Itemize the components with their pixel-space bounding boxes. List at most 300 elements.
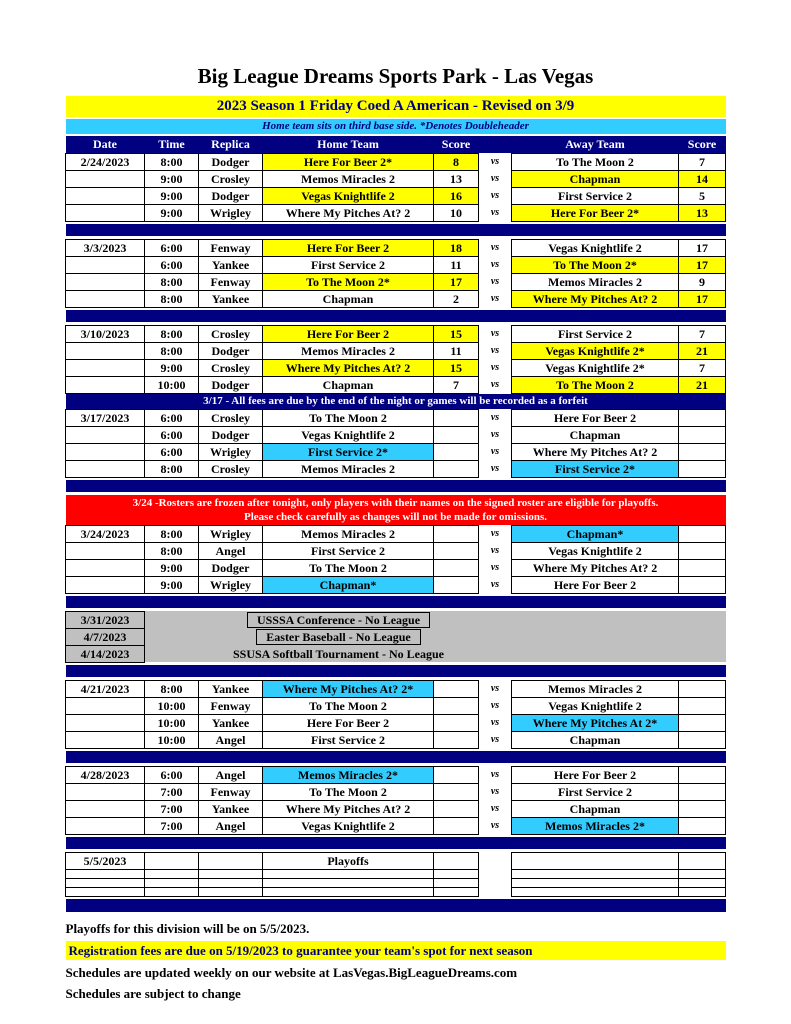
cell-empty [263,887,434,896]
cell-date: 3/10/2023 [66,325,145,342]
cell-time: 8:00 [145,680,199,697]
cell-away-score [679,460,726,477]
cell-away-score [679,409,726,426]
cell-date [66,187,145,204]
cell-home-team: First Service 2 [263,731,434,748]
cell-away-score [679,611,726,628]
cell-replica: Angel [199,817,263,834]
cell-home-score: 11 [434,256,479,273]
cell-away-team: Where My Pitches At? 2 [512,443,679,460]
cell-time: 9:00 [145,204,199,221]
header-score: Score [679,136,726,153]
cell-empty [145,869,199,878]
cell-time: 8:00 [145,542,199,559]
cell-away-team: Where My Pitches At 2* [512,714,679,731]
cell-home-team: First Service 2 [263,256,434,273]
cell-replica: Crosley [199,460,263,477]
cell-time: 9:00 [145,559,199,576]
cell-vs: vs [479,817,512,834]
cell-away-team [512,852,679,869]
cell-home-team: To The Moon 2 [263,697,434,714]
cell-home-score: 15 [434,359,479,376]
row-game [66,731,726,748]
cell-empty [263,878,434,887]
row-game [66,426,726,443]
cell-home-score [434,680,479,697]
row-sep [66,837,726,849]
cell-vs: vs [479,187,512,204]
cell-empty [679,878,726,887]
row-game [66,153,726,170]
cell-home-score [434,783,479,800]
row-no-league [66,628,726,645]
cell-away-team: Where My Pitches At? 2 [512,559,679,576]
cell-date [66,783,145,800]
cell-vs: vs [479,273,512,290]
row-game [66,800,726,817]
cell-home-team: Where My Pitches At? 2* [263,680,434,697]
cell-time: 7:00 [145,783,199,800]
cell-home-score [434,852,479,869]
cell-vs: vs [479,697,512,714]
row-game [66,342,726,359]
cell-time: 6:00 [145,443,199,460]
cell-date [66,542,145,559]
cell-home-score: 8 [434,153,479,170]
cell-time: 6:00 [145,426,199,443]
cell-away-team: Chapman [512,800,679,817]
cell-time [145,852,199,869]
cell-time: 10:00 [145,376,199,393]
cell-home-team: Here For Beer 2* [263,153,434,170]
separator-bar [66,480,726,492]
cell-date [66,376,145,393]
cell-empty [199,878,263,887]
row-game [66,325,726,342]
cell-away-score [679,731,726,748]
cell-home-team: To The Moon 2 [263,559,434,576]
cell-home-team: To The Moon 2* [263,273,434,290]
row-empty [66,878,726,887]
cell-home-score [434,525,479,542]
row-notice-navy [66,393,726,409]
cell-away-score: 5 [679,187,726,204]
cell-time: 10:00 [145,714,199,731]
cell-away-score [679,714,726,731]
separator-bar [66,596,726,608]
cell-replica: Dodger [199,153,263,170]
cell-vs: vs [479,409,512,426]
cell-time: 6:00 [145,409,199,426]
cell-away-score [679,817,726,834]
cell-replica: Wrigley [199,204,263,221]
cell-home-score: 17 [434,273,479,290]
cell-home-team: Here For Beer 2 [263,325,434,342]
cell-away-score [679,680,726,697]
row-game [66,783,726,800]
cell-vs: vs [479,204,512,221]
cell-home-score [434,731,479,748]
cell-replica: Yankee [199,290,263,307]
cell-date [66,443,145,460]
cell-away-score [679,697,726,714]
cell-home-team: Where My Pitches At? 2 [263,800,434,817]
cell-replica: Dodger [199,187,263,204]
cell-away-team: Memos Miracles 2* [512,817,679,834]
row-game [66,576,726,593]
cell-replica: Wrigley [199,525,263,542]
row-game [66,766,726,783]
notice-text: 3/17 - All fees are due by the end of the night or games will be recorded as a forfeit [66,393,726,409]
cell-home-score: 13 [434,170,479,187]
cell-empty [199,887,263,896]
cell-vs: vs [479,731,512,748]
cell-vs: vs [479,153,512,170]
cell-replica: Dodger [199,376,263,393]
cell-date [66,273,145,290]
cell-empty [679,887,726,896]
row-empty [66,869,726,878]
cell-vs [479,645,512,662]
cell-away-team: To The Moon 2 [512,376,679,393]
cell-time: 6:00 [145,239,199,256]
cell-empty [679,869,726,878]
cell-home-team: First Service 2* [263,443,434,460]
row-empty [66,887,726,896]
cell-date [66,342,145,359]
notice-line-1: 3/24 -Rosters are frozen after tonight, only players with their names on the signed roster are eligible for playoffs. [132,496,659,509]
cell-date [66,817,145,834]
schedule-table [65,136,726,912]
cell-away-score: 7 [679,153,726,170]
cell-home-team: Vegas Knightlife 2 [263,187,434,204]
row-game [66,256,726,273]
cell-home-score [434,460,479,477]
cell-away-score: 13 [679,204,726,221]
cell-vs: vs [479,525,512,542]
cell-time: 10:00 [145,697,199,714]
row-sep [66,751,726,763]
cell-time: 8:00 [145,153,199,170]
cell-time: 8:00 [145,460,199,477]
playoffs-note: Playoffs for this division will be on 5/5/2023. [65,921,310,936]
website-note: Schedules are updated weekly on our website at LasVegas.BigLeagueDreams.com [65,965,518,980]
cell-empty [66,869,145,878]
cell-vs: vs [479,460,512,477]
cell-date: 3/3/2023 [66,239,145,256]
row-game [66,359,726,376]
cell-time [145,628,199,645]
cell-away-team: Vegas Knightlife 2 [512,542,679,559]
row-game [66,290,726,307]
cell-empty [145,878,199,887]
cell-home-score: 2 [434,290,479,307]
cell-home-team: To The Moon 2 [263,409,434,426]
cell-home-team: Memos Miracles 2 [263,460,434,477]
cell-replica: Yankee [199,680,263,697]
row-no-league [66,611,726,628]
cell-away-score: 17 [679,290,726,307]
cell-home-score: 11 [434,342,479,359]
cell-vs [479,852,512,869]
cell-home-score [434,576,479,593]
cell-vs: vs [479,290,512,307]
cell-replica: Yankee [199,256,263,273]
cell-home-team: Here For Beer 2 [263,714,434,731]
cell-home-team: First Service 2 [263,542,434,559]
cell-replica: Yankee [199,714,263,731]
cell-time: 8:00 [145,525,199,542]
cell-replica: Crosley [199,325,263,342]
cell-away-team: First Service 2* [512,460,679,477]
cell-replica: Angel [199,766,263,783]
cell-away-team [512,611,679,628]
row-game [66,697,726,714]
cell-time: 7:00 [145,817,199,834]
cell-home-team: Where My Pitches At? 2 [263,359,434,376]
cell-date: 3/31/2023 [66,611,145,628]
separator-bar [66,310,726,322]
cell-away-team: Here For Beer 2 [512,766,679,783]
cell-time [145,611,199,628]
cell-date: 4/28/2023 [66,766,145,783]
cell-time: 8:00 [145,342,199,359]
cell-home-score: 18 [434,239,479,256]
cell-vs: vs [479,443,512,460]
cell-date: 4/7/2023 [66,628,145,645]
cell-home-team: Memos Miracles 2 [263,170,434,187]
header-vs [479,136,512,153]
cell-home-score [434,443,479,460]
cell-date: 4/21/2023 [66,680,145,697]
cell-home-team: Chapman [263,376,434,393]
notice-line-2: Please check carefully as changes will not be made for omissions. [244,510,547,523]
cell-vs: vs [479,542,512,559]
cell-away-score [679,628,726,645]
cell-away-team: Memos Miracles 2 [512,680,679,697]
cell-home-team: Playoffs [263,852,434,869]
cell-time: 9:00 [145,187,199,204]
cell-vs: vs [479,576,512,593]
cell-time: 7:00 [145,800,199,817]
cell-home-team: Where My Pitches At? 2 [263,204,434,221]
subject-to-change-note: Schedules are subject to change [65,986,241,1001]
cell-home-team: Vegas Knightlife 2 [263,817,434,834]
cell-event [199,611,479,628]
row-sep [66,899,726,912]
row-sep [66,665,726,677]
cell-replica: Crosley [199,359,263,376]
cell-away-score [679,576,726,593]
cell-date [66,697,145,714]
row-game [66,817,726,834]
cell-time: 8:00 [145,290,199,307]
header-score: Score [434,136,479,153]
cell-home-score [434,817,479,834]
cell-away-score: 9 [679,273,726,290]
cell-empty [479,887,512,896]
cell-away-score [679,852,726,869]
cell-away-team: Here For Beer 2 [512,576,679,593]
header-replica: Replica [199,136,263,153]
row-game [66,204,726,221]
cell-home-team: Chapman* [263,576,434,593]
cell-away-score: 17 [679,239,726,256]
cell-replica: Crosley [199,409,263,426]
cell-vs: vs [479,426,512,443]
cell-empty [434,887,479,896]
separator-bar [66,837,726,849]
footer [66,920,726,1002]
cell-home-score [434,542,479,559]
cell-empty [434,869,479,878]
header-date: Date [66,136,145,153]
cell-away-team: First Service 2 [512,325,679,342]
season-banner: 2023 Season 1 Friday Coed A American - Revised on 3/9 [66,96,726,117]
cell-date [66,559,145,576]
schedule-body [66,136,726,912]
cell-away-score [679,766,726,783]
cell-empty [199,869,263,878]
cell-time: 8:00 [145,273,199,290]
cell-vs: vs [479,170,512,187]
cell-empty [145,887,199,896]
row-game [66,409,726,426]
row-game [66,443,726,460]
cell-vs: vs [479,376,512,393]
cell-away-team: Vegas Knightlife 2* [512,342,679,359]
cell-replica: Dodger [199,342,263,359]
row-game [66,273,726,290]
header-home-team: Home Team [263,136,434,153]
cell-away-score [679,645,726,662]
cell-away-score: 17 [679,256,726,273]
cell-replica: Fenway [199,273,263,290]
notice-text [66,495,726,525]
event-label: USSSA Conference - No League [247,612,430,628]
cell-vs: vs [479,714,512,731]
separator-bar [66,224,726,236]
cell-time: 6:00 [145,766,199,783]
cell-date [66,576,145,593]
cell-vs: vs [479,783,512,800]
cell-date [66,460,145,477]
row-no-league [66,645,726,662]
cell-vs: vs [479,559,512,576]
separator-bar [66,665,726,677]
cell-away-score: 14 [679,170,726,187]
cell-vs: vs [479,325,512,342]
cell-date [66,426,145,443]
cell-away-score [679,800,726,817]
cell-away-score [679,783,726,800]
cell-away-score [679,542,726,559]
cell-date [66,800,145,817]
cell-empty [434,878,479,887]
header-away-team: Away Team [512,136,679,153]
cell-away-team: Where My Pitches At? 2 [512,290,679,307]
cell-date: 5/5/2023 [66,852,145,869]
cell-date: 2/24/2023 [66,153,145,170]
cell-vs [479,611,512,628]
cell-date [66,359,145,376]
cell-replica [199,852,263,869]
row-sep [66,480,726,492]
row-playoffs [66,852,726,869]
cell-empty [512,878,679,887]
row-notice-red [66,495,726,525]
cell-home-score: 15 [434,325,479,342]
row-game [66,376,726,393]
cell-event: SSUSA Softball Tournament - No League [199,645,479,662]
row-sep [66,224,726,236]
registration-note: Registration fees are due on 5/19/2023 to guarantee your team's spot for next season [66,941,726,960]
cell-away-team: First Service 2 [512,187,679,204]
cell-time: 8:00 [145,325,199,342]
cell-event [199,628,479,645]
info-banner: Home team sits on third base side. *Denotes Doubleheader [66,119,726,134]
cell-replica: Angel [199,731,263,748]
cell-away-team: Chapman [512,426,679,443]
cell-vs: vs [479,766,512,783]
cell-replica: Crosley [199,170,263,187]
cell-date [66,714,145,731]
cell-home-team: Memos Miracles 2 [263,342,434,359]
cell-vs: vs [479,239,512,256]
cell-date: 4/14/2023 [66,645,145,662]
cell-home-score [434,714,479,731]
cell-away-team: Chapman [512,731,679,748]
cell-away-team: Chapman* [512,525,679,542]
cell-replica: Wrigley [199,576,263,593]
cell-away-score: 7 [679,359,726,376]
cell-time: 6:00 [145,256,199,273]
row-game [66,542,726,559]
cell-vs [479,628,512,645]
cell-vs: vs [479,359,512,376]
cell-away-score: 21 [679,342,726,359]
cell-home-score: 7 [434,376,479,393]
cell-empty [479,869,512,878]
cell-away-team: First Service 2 [512,783,679,800]
cell-replica: Fenway [199,783,263,800]
cell-empty [479,878,512,887]
cell-empty [66,887,145,896]
cell-replica: Wrigley [199,443,263,460]
cell-empty [263,869,434,878]
cell-vs: vs [479,256,512,273]
cell-away-score [679,525,726,542]
cell-home-team: Vegas Knightlife 2 [263,426,434,443]
cell-time: 10:00 [145,731,199,748]
cell-home-team: Memos Miracles 2* [263,766,434,783]
cell-date [66,256,145,273]
cell-replica: Fenway [199,239,263,256]
cell-date: 3/24/2023 [66,525,145,542]
cell-date: 3/17/2023 [66,409,145,426]
cell-date [66,290,145,307]
cell-away-score: 21 [679,376,726,393]
page-title: Big League Dreams Sports Park - Las Vegas [197,64,594,88]
cell-away-score [679,559,726,576]
cell-time: 9:00 [145,359,199,376]
cell-replica: Dodger [199,426,263,443]
cell-home-score [434,697,479,714]
cell-home-team: Chapman [263,290,434,307]
row-game [66,460,726,477]
cell-empty [512,887,679,896]
cell-home-team: To The Moon 2 [263,783,434,800]
